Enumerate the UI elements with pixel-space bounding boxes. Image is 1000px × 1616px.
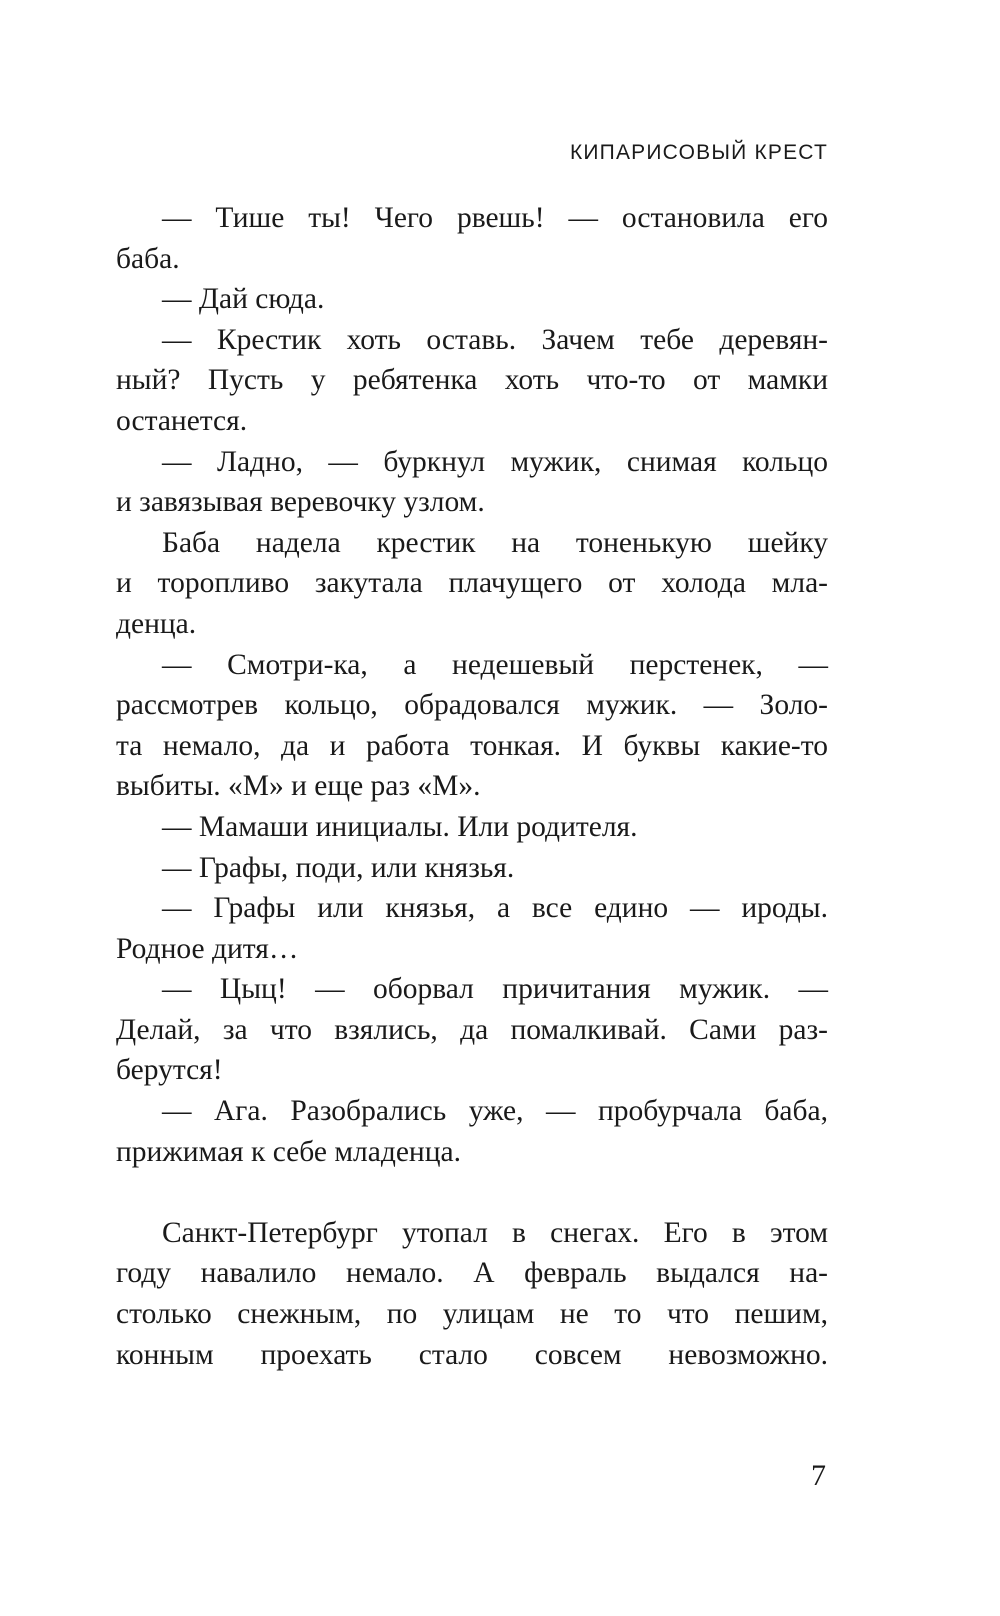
text-line: останется. [116,404,248,437]
text-line: — Смотри-ка, а недешевый перстенек, — [162,648,828,681]
text-line: баба. [116,242,180,275]
running-head: КИПАРИСОВЫЙ КРЕСТ [569,141,828,164]
page-number: 7 [811,1459,826,1492]
text-line: Делай, за что взялись, да помалкивай. Сами раз- [116,1013,828,1046]
text-line: Баба надела крестик на тоненькую шейку [162,526,828,559]
text-line: ный? Пусть у ребятенка хоть что-то от мамки [116,364,828,397]
text-line: Санкт-Петербург утопал в снегах. Его в этом [162,1216,828,1249]
text-line: — Дай сюда. [162,283,325,316]
text-line: та немало, да и работа тонкая. И буквы какие-то [116,729,828,762]
text-line: Родное дитя… [116,932,299,965]
text-line: — Графы или князья, а все едино — ироды. [162,892,828,925]
text-line: — Крестик хоть оставь. Зачем тебе деревян- [162,323,828,356]
text-line: рассмотрев кольцо, обрадовался мужик. — Золо- [116,689,828,722]
text-line: — Графы, поди, или князья. [162,851,515,884]
text-line: выбиты. «М» и еще раз «М». [116,770,481,803]
text-line: — Цыц! — оборвал причитания мужик. — [162,973,828,1006]
text-line: берутся! [116,1054,223,1087]
text-line: году навалило немало. А февраль выдался на- [116,1257,828,1290]
text-line: денца. [116,607,197,640]
text-line: — Тише ты! Чего рвешь! — остановила его [162,202,828,234]
text-line: и завязывая веревочку узлом. [116,486,485,519]
section-break [116,1172,828,1213]
text-line: — Ага. Разобрались уже, — пробурчала баба, [162,1095,828,1128]
text-line: конным проехать стало совсем невозможно. [116,1338,828,1371]
text-line: столько снежным, по улицам не то что пешим, [116,1298,828,1331]
body-text [116,198,828,1375]
text-line: — Ладно, — буркнул мужик, снимая кольцо [162,445,828,478]
text-line: и торопливо закутала плачущего от холода мла- [116,567,828,600]
text-line: — Мамаши инициалы. Или родителя. [162,810,638,843]
text-line: прижимая к себе младенца. [116,1135,461,1168]
